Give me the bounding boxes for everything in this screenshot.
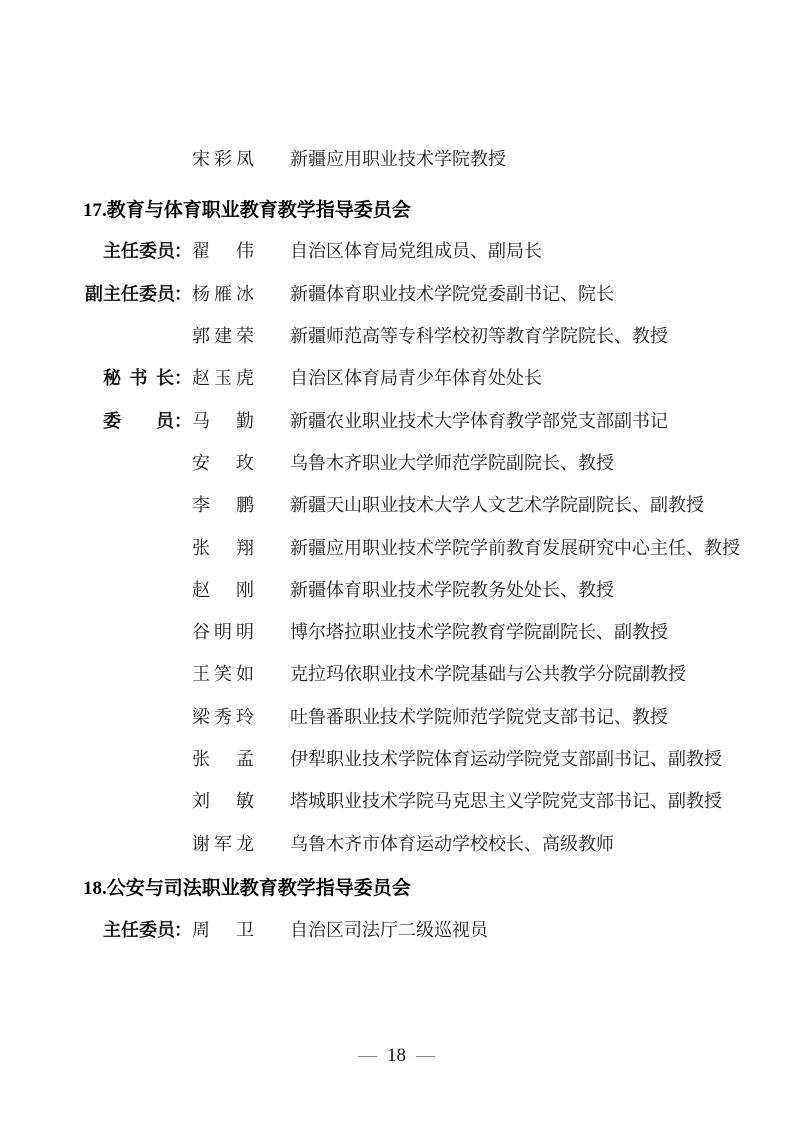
- row-label-box: [85, 369, 192, 387]
- member-row: [0, 569, 793, 611]
- footer-left-dash: —: [358, 1045, 377, 1066]
- member-name: 张孟: [192, 749, 254, 769]
- member-name-box: [192, 792, 290, 810]
- member-name-box: [192, 242, 290, 260]
- member-name-box: [192, 539, 290, 557]
- member-row: [0, 484, 793, 526]
- member-name-box: [192, 150, 290, 168]
- member-name-box: [192, 454, 290, 472]
- member-name: 宋彩凤: [192, 149, 254, 170]
- member-row: [0, 273, 793, 315]
- member-title: 乌鲁木齐职业大学师范学院副院长、教授: [290, 452, 614, 473]
- row-label-box: [85, 412, 192, 430]
- member-name: 梁秀玲: [192, 706, 254, 727]
- member-row: [0, 357, 793, 399]
- member-row: [0, 780, 793, 822]
- member-name-box: [192, 750, 290, 768]
- member-title: 新疆农业职业技术大学体育教学部党支部副书记: [290, 410, 668, 431]
- member-row: [0, 230, 793, 272]
- page-number: 18: [387, 1045, 406, 1066]
- member-title: 伊犁职业技术学院体育运动学院党支部副书记、副教授: [290, 749, 722, 769]
- role-label: 秘书长: [103, 368, 174, 389]
- member-name: 李鹏: [192, 495, 254, 516]
- member-row: [0, 526, 793, 568]
- role-label-colon: ：: [174, 410, 192, 431]
- role-label-colon: ：: [174, 919, 192, 940]
- member-title: 自治区体育局党组成员、副局长: [290, 241, 542, 262]
- member-name-box: [192, 581, 290, 599]
- member-name: 郭建荣: [192, 326, 254, 347]
- member-title: 乌鲁木齐市体育运动学校校长、高级教师: [290, 833, 614, 854]
- member-title: 新疆天山职业技术大学人文艺术学院副院长、副教授: [290, 495, 704, 516]
- member-name: 赵刚: [192, 579, 254, 600]
- member-name: 谢军龙: [192, 833, 254, 854]
- row-label-box: [85, 921, 192, 939]
- member-row: [0, 738, 793, 780]
- member-name-box: [192, 327, 290, 345]
- member-name: 谷明明: [192, 622, 254, 643]
- role-label-colon: ：: [174, 241, 192, 262]
- section-heading: 18.公安与司法职业教育教学指导委员会: [83, 878, 411, 900]
- role-label-colon: ：: [174, 368, 192, 389]
- row-label-box: [85, 242, 192, 260]
- member-name: 杨雁冰: [192, 283, 254, 304]
- page-footer: [0, 1044, 793, 1068]
- member-row: [0, 696, 793, 738]
- member-row: [0, 138, 793, 180]
- member-name-box: [192, 921, 290, 939]
- member-row: [0, 442, 793, 484]
- member-title: 新疆体育职业技术学院党委副书记、院长: [290, 283, 614, 304]
- member-title: 克拉玛依职业技术学院基础与公共教学分院副教授: [290, 664, 686, 685]
- document-content: [0, 138, 793, 951]
- member-title: 塔城职业技术学院马克思主义学院党支部书记、副教授: [290, 791, 722, 812]
- member-title: 新疆应用职业技术学院教授: [290, 149, 506, 170]
- member-name: 王笑如: [192, 664, 254, 685]
- member-row: [0, 653, 793, 695]
- member-name-box: [192, 665, 290, 683]
- member-name-box: [192, 496, 290, 514]
- member-row: [0, 315, 793, 357]
- member-name: 赵玉虎: [192, 368, 254, 389]
- member-name-box: [192, 412, 290, 430]
- role-label: 主任委员: [103, 241, 175, 262]
- member-name-box: [192, 835, 290, 853]
- footer-right-dash: —: [416, 1045, 435, 1066]
- member-name-box: [192, 369, 290, 387]
- member-name: 刘敏: [192, 791, 254, 812]
- member-name: 安玫: [192, 452, 254, 473]
- section-heading: 17.教育与体育职业教育教学指导委员会: [83, 199, 411, 221]
- role-label: 主任委员: [103, 919, 175, 940]
- member-name-box: [192, 623, 290, 641]
- member-row: [0, 399, 793, 441]
- member-row: [0, 611, 793, 653]
- member-name: 马勤: [192, 410, 254, 431]
- member-row: [0, 822, 793, 864]
- member-title: 吐鲁番职业技术学院师范学院党支部书记、教授: [290, 706, 668, 727]
- member-title: 新疆应用职业技术学院学前教育发展研究中心主任、教授: [290, 537, 740, 558]
- member-name-box: [192, 708, 290, 726]
- member-title: 自治区体育局青少年体育处处长: [290, 368, 542, 389]
- role-label: 委员: [103, 410, 174, 431]
- member-name: 周卫: [192, 919, 254, 940]
- member-title: 自治区司法厅二级巡视员: [290, 919, 488, 940]
- member-name-box: [192, 285, 290, 303]
- member-title: 新疆师范高等专科学校初等教育学院院长、教授: [290, 326, 668, 347]
- member-name: 翟伟: [192, 241, 254, 262]
- role-label-colon: ：: [174, 283, 192, 304]
- member-row: [0, 909, 793, 951]
- role-label: 副主任委员: [85, 283, 175, 304]
- row-label-box: [85, 285, 192, 303]
- member-title: 新疆体育职业技术学院教务处处长、教授: [290, 579, 614, 600]
- member-title: 博尔塔拉职业技术学院教育学院副院长、副教授: [290, 622, 668, 643]
- member-name: 张翔: [192, 537, 254, 558]
